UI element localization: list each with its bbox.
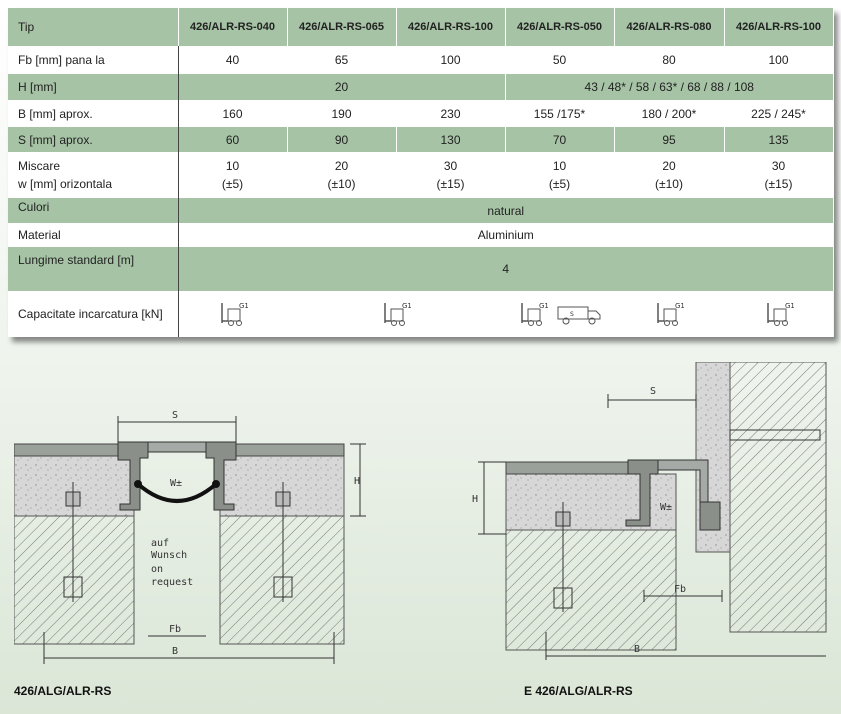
cell: 230 (396, 100, 505, 127)
cell: 65 (287, 46, 396, 74)
cell: 40 (178, 46, 287, 74)
wall-slab (696, 362, 826, 632)
note-line: request (151, 577, 194, 588)
row-capacitate (8, 291, 833, 337)
floor-covering-right (236, 444, 344, 456)
row-h (8, 74, 833, 100)
header-cell: 426/ALR-RS-100 (396, 8, 505, 46)
cell: 160 (178, 100, 287, 127)
concrete-slab-left (14, 456, 134, 644)
row-label-line1: Miscare (18, 159, 61, 173)
row-label: Material (8, 223, 178, 247)
dimension-h-label: H (354, 476, 361, 487)
row-label: S [mm] aprox. (8, 127, 178, 152)
cell: 190 (287, 100, 396, 127)
note-line: auf (151, 538, 170, 549)
cell: 130 (396, 127, 505, 152)
forklift-icon (518, 299, 548, 330)
svg-text:S: S (569, 310, 574, 318)
joint-section-drawing-left (14, 392, 384, 670)
cell: 90 (287, 127, 396, 152)
cell: 10 (±5) (505, 152, 614, 198)
cell (724, 291, 833, 337)
row-s (8, 127, 833, 152)
header-cell: 426/ALR-RS-065 (287, 8, 396, 46)
movement-w-label: W± (170, 478, 183, 489)
dimension-b-label: B (634, 644, 641, 655)
forklift-icon (654, 299, 684, 330)
cell: 43 / 48* / 58 / 63* / 68 / 88 / 108 (584, 80, 754, 94)
cell: 95 (614, 127, 724, 152)
row-label-line2: w [mm] orizontala (18, 177, 113, 191)
row-miscare (8, 152, 833, 198)
svg-text:G1: G1 (402, 301, 411, 310)
row-label: Lungime standard [m] (8, 247, 178, 291)
forklift-icon (381, 299, 411, 330)
row-material (8, 223, 833, 247)
row-culori (8, 198, 833, 223)
cell: 100 (724, 46, 833, 74)
cell (178, 291, 287, 337)
row-label (8, 152, 178, 198)
truck-icon (556, 299, 602, 330)
svg-text:G1: G1 (238, 301, 248, 310)
dimension-s-label: S (172, 410, 179, 421)
cell: 4 (502, 262, 510, 276)
cell: 180 / 200* (614, 100, 724, 127)
row-label: Fb [mm] pana la (8, 46, 178, 74)
cell: 20 (±10) (614, 152, 724, 198)
dimension-fb-label: Fb (169, 624, 182, 635)
drawing-caption-right: E 426/ALG/ALR-RS (524, 684, 633, 698)
movement-w-label: W± (660, 502, 673, 513)
cell: 30 (±15) (396, 152, 505, 198)
cell: natural (487, 203, 525, 218)
row-lungime (8, 247, 833, 291)
row-fb (8, 46, 833, 74)
aluminium-profile (118, 442, 236, 510)
drawing-caption-left: 426/ALG/ALR-RS (14, 684, 112, 698)
dimension-b-label: B (172, 646, 179, 657)
note-line: Wunsch (151, 550, 188, 561)
cell: 135 (724, 127, 833, 152)
row-label: H [mm] (8, 74, 178, 100)
cell (287, 291, 505, 337)
cell: 50 (505, 46, 614, 74)
row-label: B [mm] aprox. (8, 100, 178, 127)
header-row (8, 8, 833, 46)
forklift-icon (764, 299, 794, 330)
header-cell: 426/ALR-RS-100 (724, 8, 833, 46)
svg-text:G1: G1 (675, 301, 684, 310)
cell: 80 (614, 46, 724, 74)
cell: 10 (±5) (178, 152, 287, 198)
cell: 20 (±10) (287, 152, 396, 198)
header-cell: 426/ALR-RS-040 (178, 8, 287, 46)
row-b (8, 100, 833, 127)
dimension-s-label: S (650, 386, 657, 397)
cell: 20 (178, 74, 505, 100)
dimension-fb-label: Fb (674, 584, 687, 595)
cell (505, 291, 614, 337)
row-label: Capacitate incarcatura [kN] (8, 291, 178, 337)
svg-text:G1: G1 (784, 301, 794, 310)
cell: 225 / 245* (724, 100, 833, 127)
note-line: on (151, 564, 164, 575)
cell: 30 (±15) (724, 152, 833, 198)
forklift-icon (218, 299, 248, 330)
joint-section-drawing-right (464, 362, 832, 662)
cell: 100 (396, 46, 505, 74)
floor-covering-left (14, 444, 118, 456)
cell: Aluminium (477, 228, 534, 242)
concrete-slab-right (220, 456, 344, 644)
header-cell: Tip (8, 8, 178, 46)
floor-covering (506, 462, 628, 474)
cell: 60 (178, 127, 287, 152)
svg-text:G1: G1 (538, 301, 548, 310)
cell: 70 (505, 127, 614, 152)
cell: 155 /175* (505, 100, 614, 127)
dimension-h-label: H (472, 494, 479, 505)
cell (614, 291, 724, 337)
spec-table (8, 8, 834, 337)
header-cell: 426/ALR-RS-050 (505, 8, 614, 46)
row-label: Culori (8, 198, 178, 223)
header-cell: 426/ALR-RS-080 (614, 8, 724, 46)
